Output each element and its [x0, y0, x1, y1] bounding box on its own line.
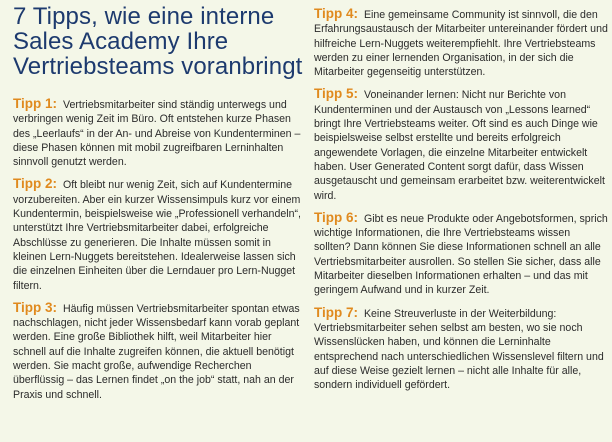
- tip-6: [314, 211, 608, 298]
- tip-4: [314, 7, 608, 79]
- right-column: [314, 7, 608, 400]
- tip-7: [314, 306, 608, 393]
- tip-label: Tipp 6:: [314, 209, 359, 225]
- tip-3: [13, 301, 305, 402]
- tip-label: Tipp 7:: [314, 304, 359, 320]
- tip-label: Tipp 2:: [13, 176, 58, 192]
- tip-text: Vertriebsmitarbeiter sind ständig unterwegs und verbringen wenig Zeit im Büro. Oft entstehen kurze Phasen des „Leerlaufs“ in der An- und Abreise von Kundenterminen – diese Phasen können mit mobil zugreifbaren Lerninhalten sinnvoll genutzt werden.: [13, 99, 301, 169]
- tip-text: Gibt es neue Produkte oder Angebotsformen, sprich wichtige Informationen, die Ihre Vertriebsteams wissen sollten? Dann können Sie diese Informationen schnell an alle Vertriebsmitarbeiter ausrollen. So stellen Sie sicher, dass alle Mitarbeiter dieselben Informationen erhalten – und das mit geringem Aufwand und in kurzer Zeit.: [314, 212, 608, 297]
- tip-label: Tipp 3:: [13, 299, 58, 315]
- tip-text: Keine Streuverluste in der Weiterbildung: Vertriebsmitarbeiter sehen selbst am besten, wo sie noch Wissenslücken haben, und können die Lerninhalte entsprechend nach unterschiedlichen Wissenslevel filtern und auf diese Weise gezielt lernen – nicht alle Inhalte für alle, sondern individuell gefördert.: [314, 307, 604, 392]
- tip-1: [13, 97, 305, 169]
- tip-label: Tipp 1:: [13, 96, 58, 111]
- tip-5: [314, 87, 608, 202]
- tip-label: Tipp 5:: [314, 86, 359, 102]
- article-title: 7 Tipps, wie eine interne Sales Academy Ihre Vertriebsteams voranbringt: [13, 3, 303, 80]
- tip-text: Häufig müssen Vertriebsmitarbeiter spontan etwas nachschlagen, nicht jeder Wissensbedarf kann vorab geplant werden. Eine große Bibliothek hilft, weil Mitarbeiter hier schnell auf die Inhalte zugreifen können, die aktuell benötigt werden. Sie macht große, aufwendige Recherchen überflüssig – das Lernen findet „on the job“ statt, nah an der Praxis und schnell.: [13, 302, 300, 401]
- tip-text: Oft bleibt nur wenig Zeit, sich auf Kundentermine vorzubereiten. Aber ein kurzer Wissensimpuls kurz vor einem Kundentermin, beispielsweise wie „Professionell verhandeln“, unterstützt Ihre Vertriebsmitarbeiter dabei, erfolgreiche Abschlüsse zu generieren. Die Inhalte müssen somit in kleinen Lern-Nuggets bereitstehen. Idealerweise lassen sich die einzelnen Einheiten über die Lerndauer pro Lern-Nugget filtern.: [13, 179, 301, 292]
- left-column: [13, 97, 305, 410]
- tip-text: Eine gemeinsame Community ist sinnvoll, die den Erfahrungsaustausch der Mitarbeiter untereinander fördert und hilfreiche Lern-Nuggets weiterempfiehlt. Ihre Vertriebsteams werden zu einer lernenden Organisation, in der sich die Mitarbeiter gegenseitig unterstützen.: [314, 9, 608, 79]
- tip-2: [13, 177, 305, 292]
- tip-label: Tipp 4:: [314, 6, 359, 21]
- tip-text: Voneinander lernen: Nicht nur Berichte von Kundenterminen und der Austausch von „Lessons learned“ bringt Ihre Vertriebsteams weiter. Oft sind es auch Dinge wie beispielsweise selbst erstellte und bereits erfolgreich angewendete Vorlagen, die einzelne Mitarbeiter entwickelt haben. User Generated Content sorgt dafür, dass Wissen ausgetauscht und gemeinsam erarbeitet bzw. weiterentwickelt wird.: [314, 89, 605, 202]
